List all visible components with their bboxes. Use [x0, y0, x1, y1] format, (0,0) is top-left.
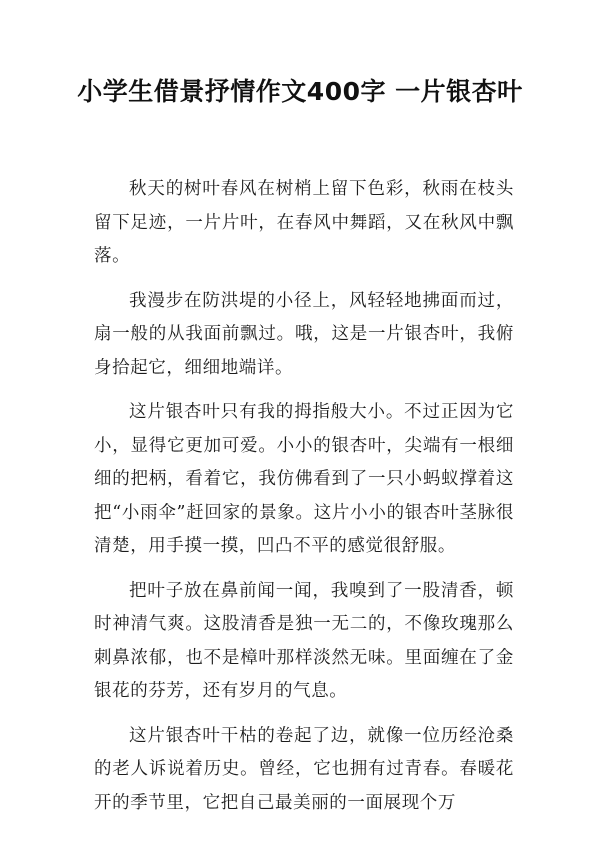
paragraph-4: 把叶子放在鼻前闻一闻，我嗅到了一股清香，顿时神清气爽。这股清香是独一无二的，不像玫瑰那么刺鼻浓郁，也不是樟叶那样淡然无味。里面缠在了金银花的芬芳，还有岁月的气息。: [94, 580, 514, 701]
paragraph-5: 这片银杏叶干枯的卷起了边，就像一位历经沧桑的老人诉说着历史。曾经，它也拥有过青春。春暖花开的季节里，它把自己最美丽的一面展现个万: [94, 725, 514, 813]
document-title: 小学生借景抒情作文400字 一片银杏叶: [77, 77, 523, 106]
paragraph-3: 这片银杏叶只有我的拇指般大小。不过正因为它小，显得它更加可爱。小小的银杏叶，尖端有一根细细的把柄，看着它，我仿佛看到了一只小蚂蚁撑着这把“小雨伞”赶回家的景象。这片小小的银杏叶茎脉很清楚，用手摸一摸，凹凸不平的感觉很舒服。: [94, 402, 514, 556]
paragraph-2: 我漫步在防洪堤的小径上，风轻轻地拂面而过，扇一般的从我面前飘过。哦，这是一片银杏叶，我俯身拾起它，细细地端详。: [94, 290, 514, 378]
paragraph-1: 秋天的树叶春风在树梢上留下色彩，秋雨在枝头留下足迹，一片片叶，在春风中舞蹈，又在秋风中飘落。: [94, 179, 514, 266]
document-body: [94, 173, 514, 831]
